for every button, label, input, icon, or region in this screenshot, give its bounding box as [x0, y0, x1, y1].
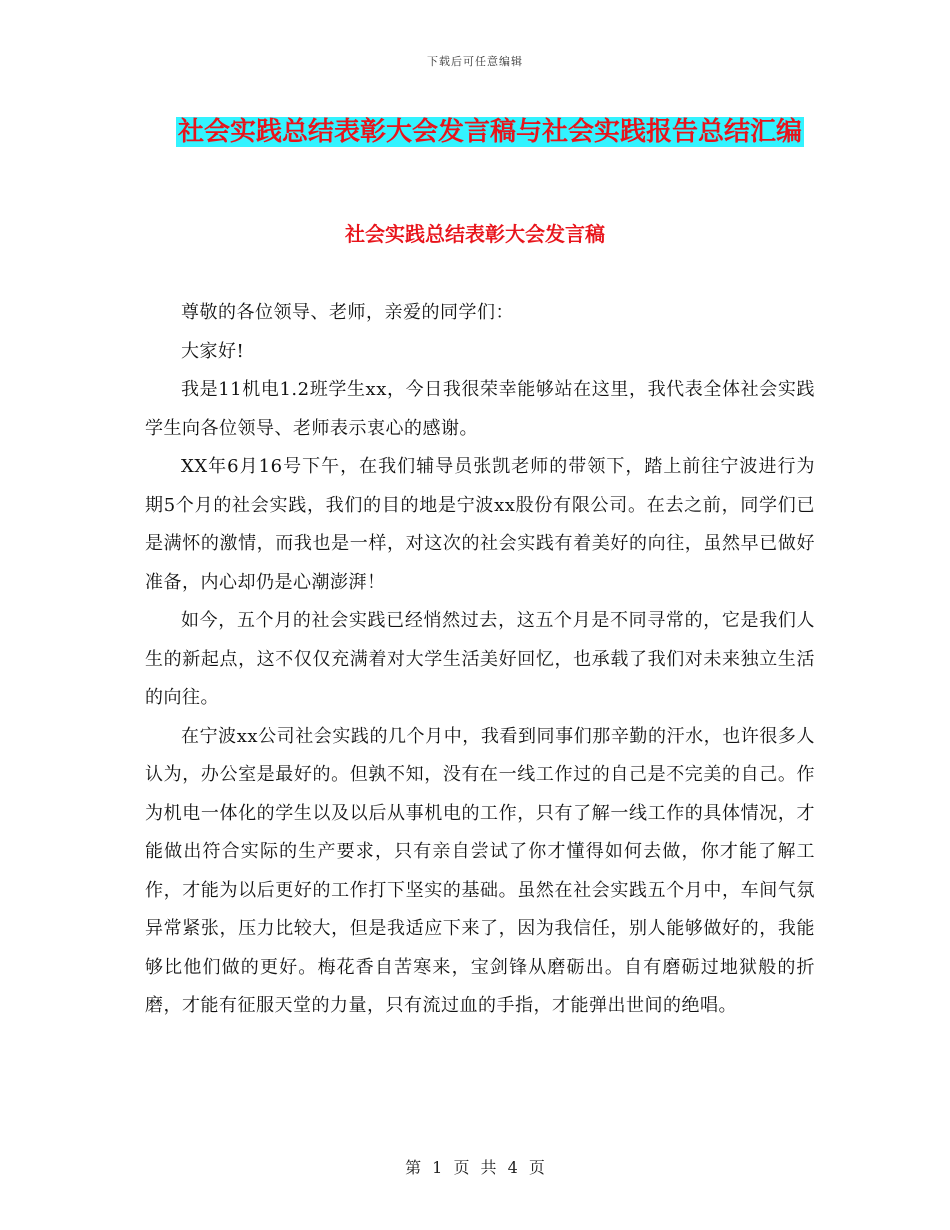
- page-header-note: 下载后可任意编辑: [427, 55, 523, 68]
- document-title: [150, 110, 830, 154]
- paragraph-salutation: 尊敬的各位领导、老师，亲爱的同学们：: [181, 302, 514, 323]
- paragraph-experience: 在宁波xx公司社会实践的几个月中，我看到同事们那辛勤的汗水，也许很多人认为，办公室是最好的。但孰不知，没有在一线工作过的自己是不完美的自己。作为机电一体化的学生以及以后从事机电的工作，只有了解一线工作的具体情况，才能做出符合实际的生产要求，只有亲自尝试了你才懂得如何去做，你才能了解工作，才能为以后更好的工作打下坚实的基础。虽然在社会实践五个月中，车间气氛异常紧张，压力比较大，但是我适应下来了，因为我信任，别人能够做好的，我能够比他们做的更好。梅花香自苦寒来，宝剑锋从磨砺出。自有磨砺过地狱般的折磨，才能有征服天堂的力量，只有流过血的手指，才能弹出世间的绝唱。: [145, 725, 815, 1016]
- document-title-text: 社会实践总结表彰大会发言稿与社会实践报告总结汇编: [177, 117, 802, 147]
- page-number-footer: 第 1 页 共 4 页: [405, 1158, 545, 1177]
- document-body: [145, 294, 815, 1026]
- paragraph-introduction: 我是11机电1.2班学生xx，今日我很荣幸能够站在这里，我代表全体社会实践学生向各位领导、老师表示衷心的感谢。: [145, 379, 815, 439]
- paragraph-reflection: 如今，五个月的社会实践已经悄然过去，这五个月是不同寻常的，它是我们人生的新起点，这不仅仅充满着对大学生活美好回忆，也承载了我们对未来独立生活的向往。: [145, 610, 815, 708]
- paragraph-departure: XX年6月16号下午，在我们辅导员张凯老师的带领下，踏上前往宁波进行为期5个月的社会实践，我们的目的地是宁波xx股份有限公司。在去之前，同学们已是满怀的激情，而我也是一样，对这次的社会实践有着美好的向往，虽然早已做好准备，内心却仍是心潮澎湃！: [145, 456, 815, 593]
- section-title: 社会实践总结表彰大会发言稿: [345, 222, 605, 246]
- paragraph-greeting: 大家好!: [181, 340, 245, 362]
